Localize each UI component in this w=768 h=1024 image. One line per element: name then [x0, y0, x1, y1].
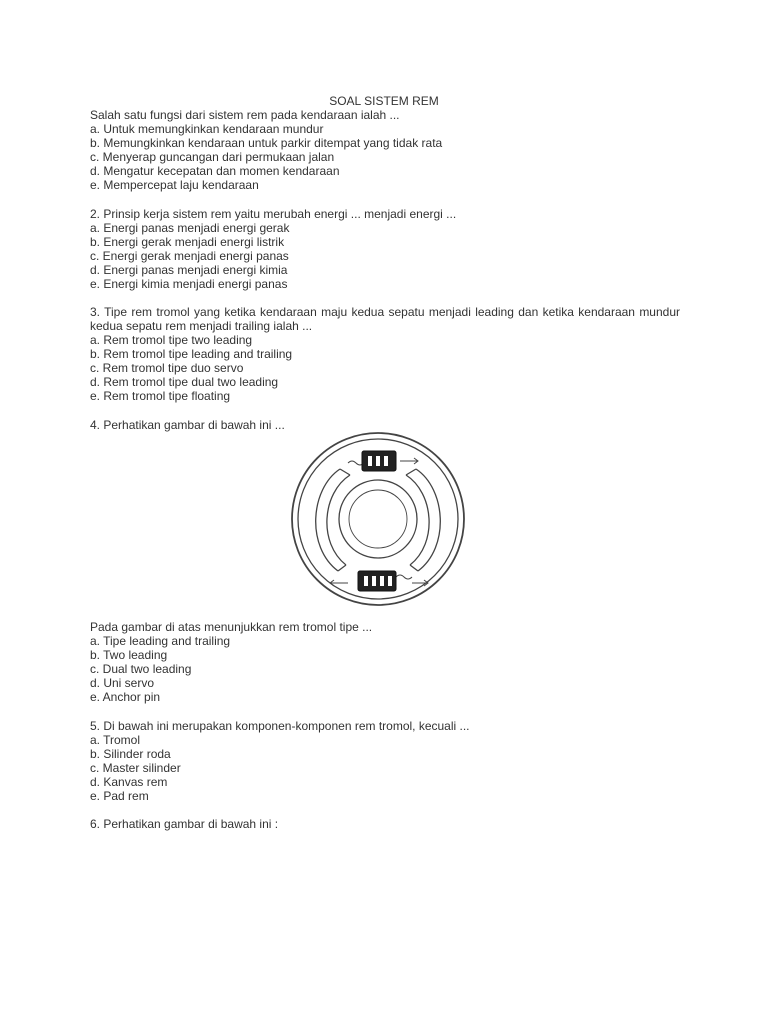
question-stem: 4. Perhatikan gambar di bawah ini ... [90, 418, 285, 432]
answer-option: b. Memungkinkan kendaraan untuk parkir ditempat yang tidak rata [90, 136, 443, 150]
answer-option: b. Silinder roda [90, 747, 171, 761]
answer-option: e. Energi kimia menjadi energi panas [90, 277, 288, 291]
question-followup: Pada gambar di atas menunjukkan rem tromol tipe ... [90, 620, 373, 634]
answer-option: a. Rem tromol tipe two leading [90, 333, 253, 347]
answer-option: d. Mengatur kecepatan dan momen kendaraan [90, 164, 340, 178]
drum-brake-diagram [288, 429, 468, 609]
question-stem: 5. Di bawah ini merupakan komponen-komponen rem tromol, kecuali ... [90, 719, 470, 733]
answer-option: d. Energi panas menjadi energi kimia [90, 263, 288, 277]
answer-option: d. Rem tromol tipe dual two leading [90, 375, 279, 389]
answer-option: c. Dual two leading [90, 662, 192, 676]
question-5 [90, 719, 680, 803]
question-2 [90, 207, 680, 291]
answer-option: d. Uni servo [90, 676, 155, 690]
answer-option: c. Master silinder [90, 761, 181, 775]
answer-option: b. Energi gerak menjadi energi listrik [90, 235, 285, 249]
answer-option: c. Rem tromol tipe duo servo [90, 361, 244, 375]
document-title: SOAL SISTEM REM [329, 94, 439, 108]
question-6 [90, 817, 680, 831]
question-stem: 6. Perhatikan gambar di bawah ini : [90, 817, 279, 831]
answer-option: a. Tipe leading and trailing [90, 634, 231, 648]
answer-option: a. Untuk memungkinkan kendaraan mundur [90, 122, 324, 136]
answer-option: a. Energi panas menjadi energi gerak [90, 221, 290, 235]
answer-option: b. Two leading [90, 648, 168, 662]
answer-option: c. Energi gerak menjadi energi panas [90, 249, 289, 263]
answer-option: a. Tromol [90, 733, 141, 747]
answer-option: e. Pad rem [90, 789, 149, 803]
answer-option: c. Menyerap guncangan dari permukaan jalan [90, 150, 335, 164]
drum-brake-icon [288, 429, 468, 609]
answer-option: e. Mempercepat laju kendaraan [90, 178, 259, 192]
question-stem: Salah satu fungsi dari sistem rem pada kendaraan ialah ... [90, 108, 400, 122]
question-1 [90, 108, 680, 192]
question-4-options [90, 620, 680, 704]
question-stem: 3. Tipe rem tromol yang ketika kendaraan maju kedua sepatu menjadi leading dan ketika kendaraan mundur kedua sepatu rem menjadi trailing ialah ... [90, 305, 680, 333]
answer-option: e. Rem tromol tipe floating [90, 389, 231, 403]
answer-option: d. Kanvas rem [90, 775, 168, 789]
answer-option: e. Anchor pin [90, 690, 161, 704]
question-3 [90, 305, 680, 403]
question-stem: 2. Prinsip kerja sistem rem yaitu merubah energi ... menjadi energi ... [90, 207, 457, 221]
answer-option: b. Rem tromol tipe leading and trailing [90, 347, 293, 361]
